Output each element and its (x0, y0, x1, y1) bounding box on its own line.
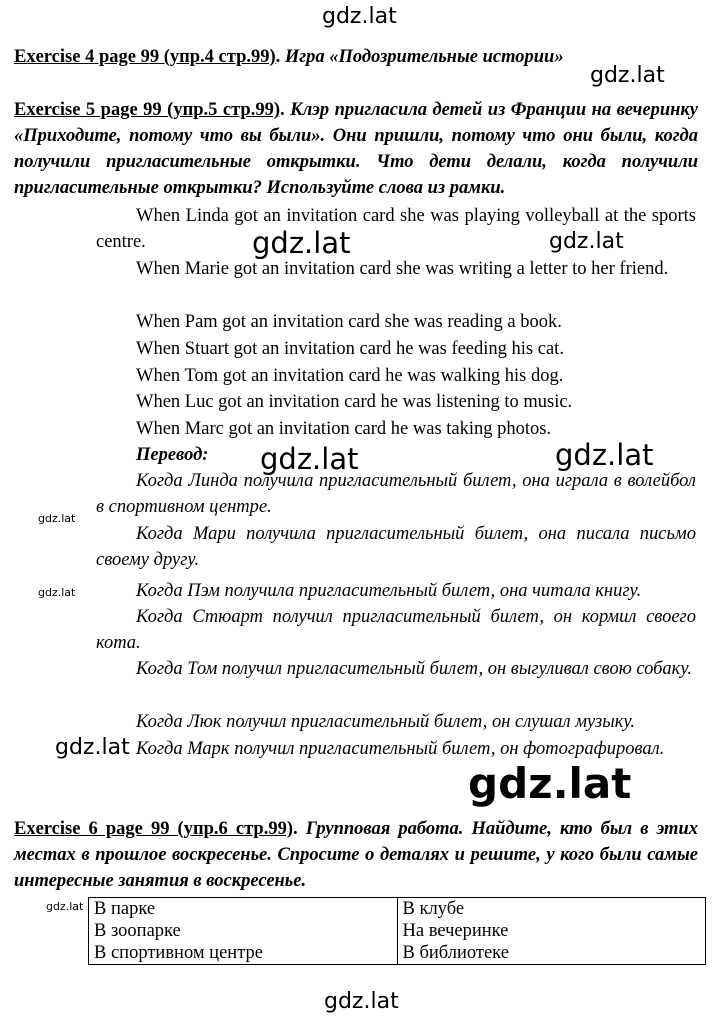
exercise-6-heading: Exercise 6 page 99 (упр.6 стр.99). Групповая работа. Найдите, кто был в этих местах в прошлое воскресенье. Спросите о деталях и решите, у кого были самые интересные занятия в воскресенье. (14, 819, 698, 891)
exercise-4-heading: Exercise 4 page 99 (упр.4 стр.99). Игра «Подозрительные истории» (14, 47, 564, 67)
watermark: gdz.lat (324, 989, 399, 1014)
watermark: gdz.lat (252, 226, 351, 260)
answer-line: When Tom got an invitation card he was walking his dog. (136, 366, 564, 386)
watermark: gdz.lat (549, 229, 624, 254)
table-row (89, 942, 706, 965)
watermark: gdz.lat (38, 512, 76, 525)
places-table (88, 897, 706, 965)
translation-label: Перевод: (136, 445, 209, 465)
exercise-6-title: Exercise 6 page 99 (упр.6 стр.99) (14, 819, 293, 839)
exercise-5-text: Клэр пригласила детей из Франции на вечеринку «Приходите, потому что вы были». Они пришли, потому что они были, когда получили пригласительные открытки. Что дети делали, когда получили пригласительные открытки? Используйте слова из рамки. (14, 100, 698, 198)
translation-line: Когда Линда получила пригласительный билет, она играла в волейбол в спортивном центре. (96, 471, 696, 517)
watermark: gdz.lat (46, 900, 84, 913)
translation-line: Когда Люк получил пригласительный билет, он слушал музыку. (136, 712, 636, 732)
table-cell: В клубе (397, 898, 706, 921)
exercise-5-title: Exercise 5 page 99 (упр.5 стр.99) (14, 100, 281, 120)
translation-line: Когда Пэм получила пригласительный билет, она читала книгу. (136, 581, 642, 601)
table-cell: В спортивном центре (89, 942, 398, 965)
watermark: gdz.lat (590, 63, 665, 88)
watermark: gdz.lat (55, 735, 130, 760)
translation-line: Когда Марк получил пригласительный билет, он фотографировал. (136, 739, 665, 759)
table-cell: В парке (89, 898, 398, 921)
answer-line: When Stuart got an invitation card he was feeding his cat. (136, 339, 564, 359)
watermark: gdz.lat (468, 759, 632, 808)
translation-line: Когда Мари получила пригласительный билет, она писала письмо своему другу. (96, 524, 696, 570)
table-cell: На вечеринке (397, 920, 706, 942)
exercise-5-heading: Exercise 5 page 99 (упр.5 стр.99). Клэр пригласила детей из Франции на вечеринку «Приходите, потому что вы были». Они пришли, потому что они были, когда получили пригласительные открытки. Что дети делали, когда получили пригласительные открытки? Используйте слова из рамки. (14, 100, 698, 198)
watermark: gdz.lat (322, 4, 397, 29)
watermark: gdz.lat (260, 442, 359, 476)
table-row (89, 898, 706, 921)
translation-line: Когда Стюарт получил пригласительный билет, он кормил своего кота. (96, 607, 696, 653)
answer-line: When Marie got an invitation card she was writing a letter to her friend. (136, 259, 669, 279)
table-cell: В библиотеке (397, 942, 706, 965)
exercise-6-text: Групповая работа. Найдите, кто был в этих местах в прошлое воскресенье. Спросите о деталях и решите, у кого были самые интересные занятия в воскресенье. (14, 819, 698, 891)
watermark: gdz.lat (38, 586, 76, 599)
answer-line: When Pam got an invitation card she was reading a book. (136, 312, 562, 332)
exercise-4-title: Exercise 4 page 99 (упр.4 стр.99) (14, 47, 276, 67)
table-row (89, 920, 706, 942)
answer-line: When Linda got an invitation card she was playing volleyball at the sports centre. (96, 206, 696, 252)
answer-line: When Marc got an invitation card he was taking photos. (136, 419, 552, 439)
translation-line: Когда Том получил пригласительный билет, он выгуливал свою собаку. (136, 659, 693, 679)
table-cell: В зоопарке (89, 920, 398, 942)
watermark: gdz.lat (555, 438, 654, 472)
answer-line: When Luc got an invitation card he was listening to music. (136, 392, 573, 412)
exercise-4-text: Игра «Подозрительные истории» (284, 47, 564, 67)
